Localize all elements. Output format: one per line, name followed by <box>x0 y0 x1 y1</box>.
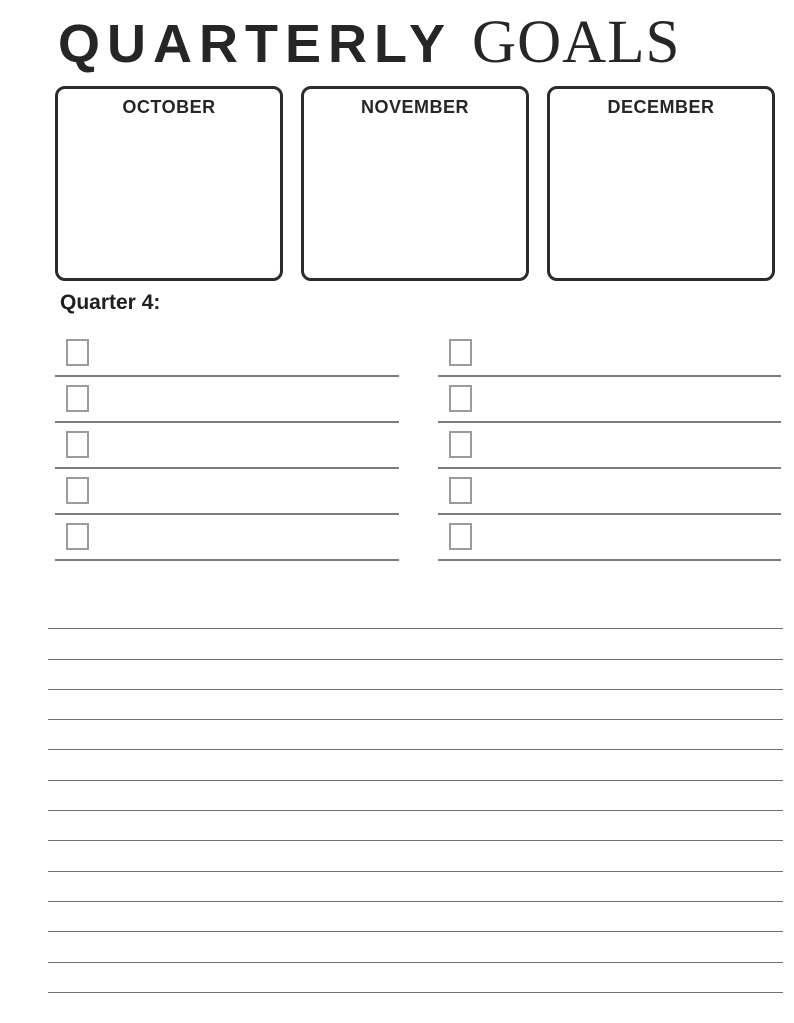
checklist-row <box>55 431 399 469</box>
goal-checkbox[interactable] <box>449 385 472 412</box>
checklist-row <box>55 339 399 377</box>
notes-ruled-line <box>48 690 783 720</box>
checklist-row <box>55 385 399 423</box>
notes-ruled-line <box>48 629 783 659</box>
goal-checkbox[interactable] <box>66 339 89 366</box>
month-box-december <box>547 86 775 281</box>
notes-ruled-line <box>48 841 783 871</box>
page-title-primary: QUARTERLY <box>58 14 453 74</box>
notes-ruled-line <box>48 963 783 993</box>
page-title <box>58 8 680 78</box>
checklist-row <box>438 385 781 423</box>
checklist-row <box>438 477 781 515</box>
checklist-column <box>55 339 399 569</box>
notes-ruled-line <box>48 599 783 629</box>
notes-ruled-line <box>48 902 783 932</box>
page-title-secondary: GOALS <box>472 9 681 76</box>
notes-ruled-line <box>48 750 783 780</box>
checklist-row <box>438 339 781 377</box>
checklist-row <box>55 523 399 561</box>
goal-checkbox[interactable] <box>449 431 472 458</box>
goal-checkbox[interactable] <box>66 523 89 550</box>
month-label: NOVEMBER <box>360 97 469 117</box>
goal-checkbox[interactable] <box>449 339 472 366</box>
goal-checkbox[interactable] <box>66 431 89 458</box>
month-boxes <box>55 86 775 281</box>
goal-checkbox[interactable] <box>66 477 89 504</box>
checklist-row <box>438 431 781 469</box>
quarter-heading: Quarter 4: <box>60 291 161 314</box>
goal-checkbox[interactable] <box>449 477 472 504</box>
notes-ruled-line <box>48 781 783 811</box>
notes-ruled-line <box>48 872 783 902</box>
notes-section <box>48 599 783 993</box>
month-label: DECEMBER <box>607 97 715 117</box>
checklist-column <box>438 339 781 569</box>
checklist-row <box>55 477 399 515</box>
notes-ruled-line <box>48 932 783 962</box>
month-box-october <box>55 86 283 281</box>
month-box-november <box>301 86 529 281</box>
notes-ruled-line <box>48 660 783 690</box>
notes-ruled-line <box>48 811 783 841</box>
notes-ruled-line <box>48 720 783 750</box>
checklist-row <box>438 523 781 561</box>
month-label: OCTOBER <box>122 97 216 117</box>
goal-checkbox[interactable] <box>66 385 89 412</box>
goal-checkbox[interactable] <box>449 523 472 550</box>
goals-checklist <box>55 339 781 569</box>
